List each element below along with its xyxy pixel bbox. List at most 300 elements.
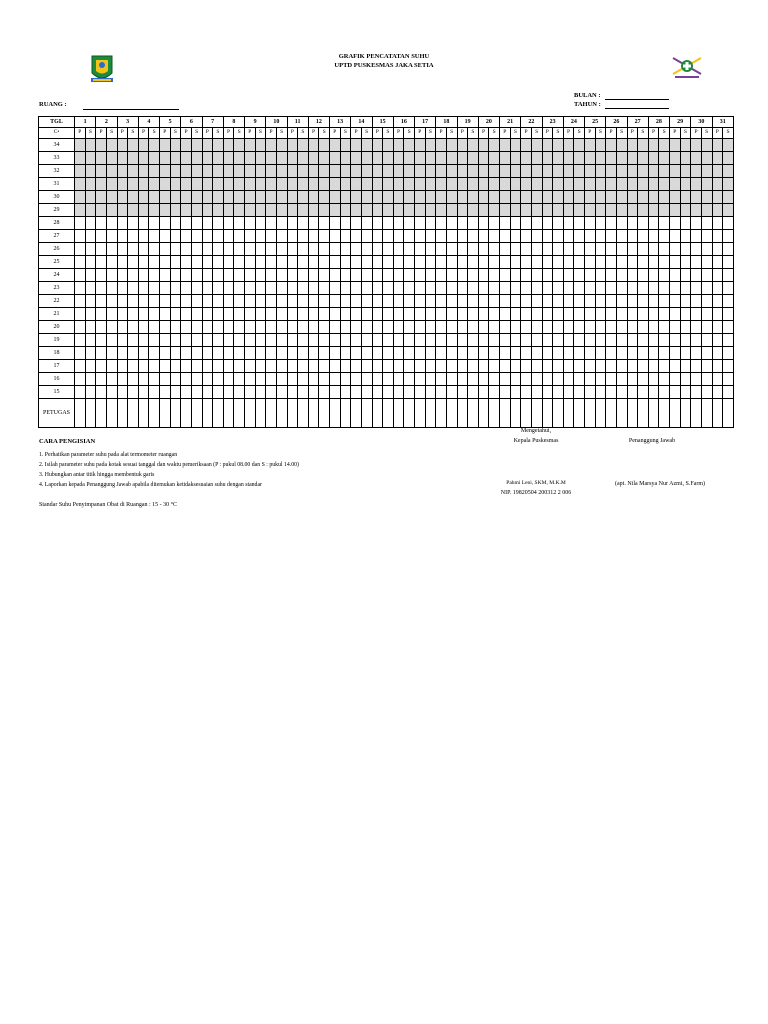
temperature-cell[interactable] bbox=[723, 191, 734, 204]
temperature-cell[interactable] bbox=[585, 386, 596, 399]
ruang-field[interactable] bbox=[83, 109, 179, 110]
temperature-cell[interactable] bbox=[712, 204, 723, 217]
temperature-cell[interactable] bbox=[468, 165, 479, 178]
temperature-cell[interactable] bbox=[372, 282, 383, 295]
petugas-cell[interactable] bbox=[351, 399, 362, 428]
temperature-cell[interactable] bbox=[308, 386, 319, 399]
temperature-cell[interactable] bbox=[351, 165, 362, 178]
temperature-cell[interactable] bbox=[531, 295, 542, 308]
temperature-cell[interactable] bbox=[627, 256, 638, 269]
temperature-cell[interactable] bbox=[563, 178, 574, 191]
temperature-cell[interactable] bbox=[149, 178, 160, 191]
temperature-cell[interactable] bbox=[468, 269, 479, 282]
temperature-cell[interactable] bbox=[457, 334, 468, 347]
temperature-cell[interactable] bbox=[531, 321, 542, 334]
temperature-cell[interactable] bbox=[638, 230, 649, 243]
temperature-cell[interactable] bbox=[287, 256, 298, 269]
temperature-cell[interactable] bbox=[330, 282, 341, 295]
temperature-cell[interactable] bbox=[680, 139, 691, 152]
temperature-cell[interactable] bbox=[149, 230, 160, 243]
temperature-cell[interactable] bbox=[276, 308, 287, 321]
temperature-cell[interactable] bbox=[446, 334, 457, 347]
temperature-cell[interactable] bbox=[223, 295, 234, 308]
temperature-cell[interactable] bbox=[531, 386, 542, 399]
temperature-cell[interactable] bbox=[361, 230, 372, 243]
temperature-cell[interactable] bbox=[425, 256, 436, 269]
temperature-cell[interactable] bbox=[276, 256, 287, 269]
temperature-cell[interactable] bbox=[160, 139, 171, 152]
petugas-cell[interactable] bbox=[191, 399, 202, 428]
temperature-cell[interactable] bbox=[255, 308, 266, 321]
temperature-cell[interactable] bbox=[627, 334, 638, 347]
temperature-cell[interactable] bbox=[701, 204, 712, 217]
temperature-cell[interactable] bbox=[191, 282, 202, 295]
bulan-field[interactable] bbox=[605, 99, 669, 100]
temperature-cell[interactable] bbox=[500, 334, 511, 347]
temperature-cell[interactable] bbox=[500, 178, 511, 191]
temperature-cell[interactable] bbox=[574, 204, 585, 217]
temperature-cell[interactable] bbox=[181, 165, 192, 178]
temperature-cell[interactable] bbox=[606, 217, 617, 230]
temperature-cell[interactable] bbox=[85, 139, 96, 152]
temperature-cell[interactable] bbox=[298, 178, 309, 191]
temperature-cell[interactable] bbox=[383, 334, 394, 347]
temperature-cell[interactable] bbox=[308, 295, 319, 308]
temperature-cell[interactable] bbox=[191, 139, 202, 152]
temperature-cell[interactable] bbox=[308, 243, 319, 256]
temperature-cell[interactable] bbox=[670, 373, 681, 386]
temperature-cell[interactable] bbox=[415, 165, 426, 178]
temperature-cell[interactable] bbox=[478, 230, 489, 243]
temperature-cell[interactable] bbox=[85, 347, 96, 360]
temperature-cell[interactable] bbox=[96, 373, 107, 386]
temperature-cell[interactable] bbox=[96, 139, 107, 152]
temperature-cell[interactable] bbox=[457, 243, 468, 256]
temperature-cell[interactable] bbox=[160, 204, 171, 217]
temperature-cell[interactable] bbox=[351, 321, 362, 334]
temperature-cell[interactable] bbox=[202, 386, 213, 399]
temperature-cell[interactable] bbox=[585, 360, 596, 373]
temperature-cell[interactable] bbox=[723, 230, 734, 243]
temperature-cell[interactable] bbox=[606, 191, 617, 204]
temperature-cell[interactable] bbox=[436, 152, 447, 165]
temperature-cell[interactable] bbox=[500, 269, 511, 282]
temperature-cell[interactable] bbox=[574, 360, 585, 373]
temperature-cell[interactable] bbox=[648, 152, 659, 165]
temperature-cell[interactable] bbox=[138, 230, 149, 243]
temperature-cell[interactable] bbox=[117, 191, 128, 204]
temperature-cell[interactable] bbox=[319, 269, 330, 282]
temperature-cell[interactable] bbox=[372, 191, 383, 204]
temperature-cell[interactable] bbox=[723, 373, 734, 386]
temperature-cell[interactable] bbox=[712, 295, 723, 308]
temperature-cell[interactable] bbox=[383, 386, 394, 399]
temperature-cell[interactable] bbox=[563, 321, 574, 334]
temperature-cell[interactable] bbox=[106, 321, 117, 334]
temperature-cell[interactable] bbox=[691, 360, 702, 373]
temperature-cell[interactable] bbox=[266, 230, 277, 243]
temperature-cell[interactable] bbox=[627, 295, 638, 308]
temperature-cell[interactable] bbox=[191, 308, 202, 321]
temperature-cell[interactable] bbox=[446, 152, 457, 165]
temperature-cell[interactable] bbox=[606, 256, 617, 269]
temperature-cell[interactable] bbox=[585, 321, 596, 334]
temperature-cell[interactable] bbox=[372, 308, 383, 321]
temperature-cell[interactable] bbox=[478, 217, 489, 230]
temperature-cell[interactable] bbox=[585, 178, 596, 191]
temperature-cell[interactable] bbox=[531, 217, 542, 230]
temperature-cell[interactable] bbox=[308, 334, 319, 347]
temperature-cell[interactable] bbox=[627, 269, 638, 282]
temperature-cell[interactable] bbox=[680, 269, 691, 282]
petugas-cell[interactable] bbox=[85, 399, 96, 428]
petugas-cell[interactable] bbox=[361, 399, 372, 428]
temperature-cell[interactable] bbox=[266, 191, 277, 204]
temperature-cell[interactable] bbox=[616, 178, 627, 191]
temperature-cell[interactable] bbox=[436, 165, 447, 178]
temperature-cell[interactable] bbox=[489, 230, 500, 243]
temperature-cell[interactable] bbox=[170, 282, 181, 295]
temperature-cell[interactable] bbox=[531, 230, 542, 243]
temperature-cell[interactable] bbox=[510, 178, 521, 191]
temperature-cell[interactable] bbox=[266, 373, 277, 386]
temperature-cell[interactable] bbox=[659, 178, 670, 191]
temperature-cell[interactable] bbox=[521, 230, 532, 243]
temperature-cell[interactable] bbox=[191, 256, 202, 269]
temperature-cell[interactable] bbox=[106, 256, 117, 269]
temperature-cell[interactable] bbox=[574, 373, 585, 386]
temperature-cell[interactable] bbox=[138, 308, 149, 321]
temperature-cell[interactable] bbox=[255, 282, 266, 295]
temperature-cell[interactable] bbox=[85, 386, 96, 399]
temperature-cell[interactable] bbox=[393, 230, 404, 243]
temperature-cell[interactable] bbox=[712, 165, 723, 178]
temperature-cell[interactable] bbox=[85, 217, 96, 230]
temperature-cell[interactable] bbox=[181, 334, 192, 347]
temperature-cell[interactable] bbox=[606, 139, 617, 152]
temperature-cell[interactable] bbox=[170, 217, 181, 230]
temperature-cell[interactable] bbox=[542, 386, 553, 399]
temperature-cell[interactable] bbox=[361, 334, 372, 347]
temperature-cell[interactable] bbox=[585, 282, 596, 295]
temperature-cell[interactable] bbox=[117, 256, 128, 269]
temperature-cell[interactable] bbox=[531, 347, 542, 360]
temperature-cell[interactable] bbox=[670, 230, 681, 243]
temperature-cell[interactable] bbox=[372, 204, 383, 217]
temperature-cell[interactable] bbox=[446, 178, 457, 191]
petugas-cell[interactable] bbox=[223, 399, 234, 428]
temperature-cell[interactable] bbox=[638, 373, 649, 386]
temperature-cell[interactable] bbox=[563, 373, 574, 386]
temperature-cell[interactable] bbox=[372, 321, 383, 334]
temperature-cell[interactable] bbox=[659, 204, 670, 217]
temperature-cell[interactable] bbox=[659, 230, 670, 243]
temperature-cell[interactable] bbox=[287, 308, 298, 321]
temperature-cell[interactable] bbox=[404, 139, 415, 152]
temperature-cell[interactable] bbox=[563, 256, 574, 269]
temperature-cell[interactable] bbox=[478, 282, 489, 295]
temperature-cell[interactable] bbox=[585, 230, 596, 243]
temperature-cell[interactable] bbox=[351, 360, 362, 373]
temperature-cell[interactable] bbox=[160, 269, 171, 282]
temperature-cell[interactable] bbox=[351, 269, 362, 282]
temperature-cell[interactable] bbox=[160, 360, 171, 373]
temperature-cell[interactable] bbox=[531, 360, 542, 373]
temperature-cell[interactable] bbox=[478, 152, 489, 165]
temperature-cell[interactable] bbox=[160, 282, 171, 295]
temperature-cell[interactable] bbox=[415, 360, 426, 373]
temperature-cell[interactable] bbox=[372, 217, 383, 230]
temperature-cell[interactable] bbox=[202, 243, 213, 256]
temperature-cell[interactable] bbox=[425, 165, 436, 178]
temperature-cell[interactable] bbox=[117, 269, 128, 282]
temperature-cell[interactable] bbox=[468, 373, 479, 386]
temperature-cell[interactable] bbox=[627, 178, 638, 191]
temperature-cell[interactable] bbox=[276, 191, 287, 204]
temperature-cell[interactable] bbox=[96, 204, 107, 217]
temperature-cell[interactable] bbox=[276, 217, 287, 230]
temperature-cell[interactable] bbox=[691, 386, 702, 399]
temperature-cell[interactable] bbox=[415, 152, 426, 165]
temperature-cell[interactable] bbox=[255, 334, 266, 347]
temperature-cell[interactable] bbox=[213, 178, 224, 191]
temperature-cell[interactable] bbox=[500, 139, 511, 152]
temperature-cell[interactable] bbox=[287, 334, 298, 347]
petugas-cell[interactable] bbox=[616, 399, 627, 428]
temperature-cell[interactable] bbox=[308, 230, 319, 243]
temperature-cell[interactable] bbox=[531, 139, 542, 152]
temperature-cell[interactable] bbox=[489, 334, 500, 347]
temperature-cell[interactable] bbox=[521, 308, 532, 321]
temperature-cell[interactable] bbox=[383, 321, 394, 334]
temperature-cell[interactable] bbox=[170, 321, 181, 334]
temperature-cell[interactable] bbox=[128, 347, 139, 360]
temperature-cell[interactable] bbox=[340, 204, 351, 217]
temperature-cell[interactable] bbox=[372, 347, 383, 360]
temperature-cell[interactable] bbox=[340, 373, 351, 386]
temperature-cell[interactable] bbox=[266, 269, 277, 282]
temperature-cell[interactable] bbox=[563, 360, 574, 373]
temperature-cell[interactable] bbox=[638, 152, 649, 165]
temperature-cell[interactable] bbox=[691, 191, 702, 204]
temperature-cell[interactable] bbox=[723, 256, 734, 269]
temperature-cell[interactable] bbox=[340, 269, 351, 282]
temperature-cell[interactable] bbox=[245, 282, 256, 295]
temperature-cell[interactable] bbox=[510, 334, 521, 347]
temperature-cell[interactable] bbox=[638, 269, 649, 282]
temperature-cell[interactable] bbox=[531, 165, 542, 178]
temperature-cell[interactable] bbox=[160, 386, 171, 399]
temperature-cell[interactable] bbox=[446, 282, 457, 295]
temperature-cell[interactable] bbox=[202, 308, 213, 321]
temperature-cell[interactable] bbox=[723, 386, 734, 399]
temperature-cell[interactable] bbox=[234, 230, 245, 243]
temperature-cell[interactable] bbox=[181, 243, 192, 256]
temperature-cell[interactable] bbox=[138, 243, 149, 256]
temperature-cell[interactable] bbox=[574, 295, 585, 308]
temperature-cell[interactable] bbox=[330, 334, 341, 347]
temperature-cell[interactable] bbox=[659, 373, 670, 386]
temperature-cell[interactable] bbox=[521, 334, 532, 347]
temperature-cell[interactable] bbox=[701, 243, 712, 256]
petugas-cell[interactable] bbox=[468, 399, 479, 428]
temperature-cell[interactable] bbox=[149, 321, 160, 334]
temperature-cell[interactable] bbox=[404, 373, 415, 386]
temperature-cell[interactable] bbox=[457, 282, 468, 295]
temperature-cell[interactable] bbox=[330, 256, 341, 269]
temperature-cell[interactable] bbox=[393, 165, 404, 178]
temperature-cell[interactable] bbox=[712, 152, 723, 165]
temperature-cell[interactable] bbox=[616, 269, 627, 282]
temperature-cell[interactable] bbox=[128, 373, 139, 386]
temperature-cell[interactable] bbox=[457, 230, 468, 243]
temperature-cell[interactable] bbox=[489, 386, 500, 399]
temperature-cell[interactable] bbox=[75, 191, 86, 204]
temperature-cell[interactable] bbox=[648, 282, 659, 295]
temperature-cell[interactable] bbox=[160, 256, 171, 269]
temperature-cell[interactable] bbox=[680, 230, 691, 243]
temperature-cell[interactable] bbox=[468, 243, 479, 256]
temperature-cell[interactable] bbox=[659, 334, 670, 347]
temperature-cell[interactable] bbox=[478, 321, 489, 334]
temperature-cell[interactable] bbox=[595, 217, 606, 230]
petugas-cell[interactable] bbox=[383, 399, 394, 428]
temperature-cell[interactable] bbox=[701, 230, 712, 243]
temperature-cell[interactable] bbox=[340, 321, 351, 334]
temperature-cell[interactable] bbox=[223, 282, 234, 295]
temperature-cell[interactable] bbox=[500, 347, 511, 360]
petugas-cell[interactable] bbox=[510, 399, 521, 428]
temperature-cell[interactable] bbox=[330, 230, 341, 243]
temperature-cell[interactable] bbox=[436, 204, 447, 217]
temperature-cell[interactable] bbox=[648, 334, 659, 347]
temperature-cell[interactable] bbox=[723, 334, 734, 347]
temperature-cell[interactable] bbox=[500, 165, 511, 178]
temperature-cell[interactable] bbox=[457, 269, 468, 282]
temperature-cell[interactable] bbox=[255, 295, 266, 308]
temperature-cell[interactable] bbox=[149, 347, 160, 360]
temperature-cell[interactable] bbox=[701, 165, 712, 178]
temperature-cell[interactable] bbox=[638, 191, 649, 204]
temperature-cell[interactable] bbox=[436, 308, 447, 321]
temperature-cell[interactable] bbox=[648, 269, 659, 282]
temperature-cell[interactable] bbox=[659, 282, 670, 295]
temperature-cell[interactable] bbox=[606, 373, 617, 386]
temperature-cell[interactable] bbox=[149, 256, 160, 269]
temperature-cell[interactable] bbox=[489, 152, 500, 165]
temperature-cell[interactable] bbox=[330, 217, 341, 230]
temperature-cell[interactable] bbox=[330, 191, 341, 204]
temperature-cell[interactable] bbox=[595, 178, 606, 191]
tahun-field[interactable] bbox=[605, 108, 669, 109]
temperature-cell[interactable] bbox=[542, 269, 553, 282]
temperature-cell[interactable] bbox=[383, 282, 394, 295]
temperature-cell[interactable] bbox=[128, 282, 139, 295]
temperature-cell[interactable] bbox=[85, 165, 96, 178]
petugas-cell[interactable] bbox=[298, 399, 309, 428]
temperature-cell[interactable] bbox=[521, 321, 532, 334]
temperature-cell[interactable] bbox=[595, 191, 606, 204]
temperature-cell[interactable] bbox=[638, 295, 649, 308]
temperature-cell[interactable] bbox=[85, 360, 96, 373]
temperature-cell[interactable] bbox=[245, 386, 256, 399]
temperature-cell[interactable] bbox=[75, 321, 86, 334]
temperature-cell[interactable] bbox=[223, 178, 234, 191]
temperature-cell[interactable] bbox=[691, 334, 702, 347]
temperature-cell[interactable] bbox=[266, 308, 277, 321]
temperature-cell[interactable] bbox=[521, 204, 532, 217]
temperature-cell[interactable] bbox=[266, 360, 277, 373]
temperature-cell[interactable] bbox=[266, 243, 277, 256]
temperature-cell[interactable] bbox=[436, 256, 447, 269]
temperature-cell[interactable] bbox=[670, 386, 681, 399]
temperature-cell[interactable] bbox=[595, 165, 606, 178]
temperature-cell[interactable] bbox=[245, 165, 256, 178]
temperature-cell[interactable] bbox=[404, 152, 415, 165]
temperature-cell[interactable] bbox=[383, 230, 394, 243]
temperature-cell[interactable] bbox=[404, 243, 415, 256]
temperature-cell[interactable] bbox=[330, 152, 341, 165]
temperature-cell[interactable] bbox=[351, 230, 362, 243]
temperature-cell[interactable] bbox=[425, 321, 436, 334]
temperature-cell[interactable] bbox=[181, 152, 192, 165]
temperature-cell[interactable] bbox=[691, 204, 702, 217]
temperature-cell[interactable] bbox=[351, 217, 362, 230]
temperature-cell[interactable] bbox=[404, 347, 415, 360]
temperature-cell[interactable] bbox=[670, 139, 681, 152]
temperature-cell[interactable] bbox=[478, 178, 489, 191]
temperature-cell[interactable] bbox=[616, 139, 627, 152]
temperature-cell[interactable] bbox=[500, 256, 511, 269]
temperature-cell[interactable] bbox=[468, 204, 479, 217]
temperature-cell[interactable] bbox=[500, 204, 511, 217]
temperature-cell[interactable] bbox=[489, 347, 500, 360]
temperature-cell[interactable] bbox=[531, 308, 542, 321]
temperature-cell[interactable] bbox=[128, 152, 139, 165]
temperature-cell[interactable] bbox=[223, 256, 234, 269]
temperature-cell[interactable] bbox=[234, 217, 245, 230]
temperature-cell[interactable] bbox=[542, 178, 553, 191]
temperature-cell[interactable] bbox=[383, 347, 394, 360]
temperature-cell[interactable] bbox=[383, 152, 394, 165]
temperature-cell[interactable] bbox=[723, 139, 734, 152]
temperature-cell[interactable] bbox=[542, 217, 553, 230]
temperature-cell[interactable] bbox=[287, 269, 298, 282]
temperature-cell[interactable] bbox=[276, 360, 287, 373]
temperature-cell[interactable] bbox=[287, 217, 298, 230]
petugas-cell[interactable] bbox=[234, 399, 245, 428]
temperature-cell[interactable] bbox=[616, 321, 627, 334]
temperature-cell[interactable] bbox=[712, 256, 723, 269]
temperature-cell[interactable] bbox=[553, 152, 564, 165]
temperature-cell[interactable] bbox=[308, 308, 319, 321]
temperature-cell[interactable] bbox=[223, 152, 234, 165]
temperature-cell[interactable] bbox=[510, 165, 521, 178]
temperature-cell[interactable] bbox=[383, 373, 394, 386]
temperature-cell[interactable] bbox=[670, 360, 681, 373]
temperature-cell[interactable] bbox=[627, 308, 638, 321]
temperature-cell[interactable] bbox=[478, 373, 489, 386]
temperature-cell[interactable] bbox=[712, 334, 723, 347]
temperature-cell[interactable] bbox=[446, 191, 457, 204]
temperature-cell[interactable] bbox=[415, 295, 426, 308]
temperature-cell[interactable] bbox=[500, 360, 511, 373]
temperature-cell[interactable] bbox=[585, 295, 596, 308]
temperature-cell[interactable] bbox=[383, 165, 394, 178]
temperature-cell[interactable] bbox=[117, 152, 128, 165]
temperature-cell[interactable] bbox=[191, 152, 202, 165]
temperature-cell[interactable] bbox=[351, 282, 362, 295]
